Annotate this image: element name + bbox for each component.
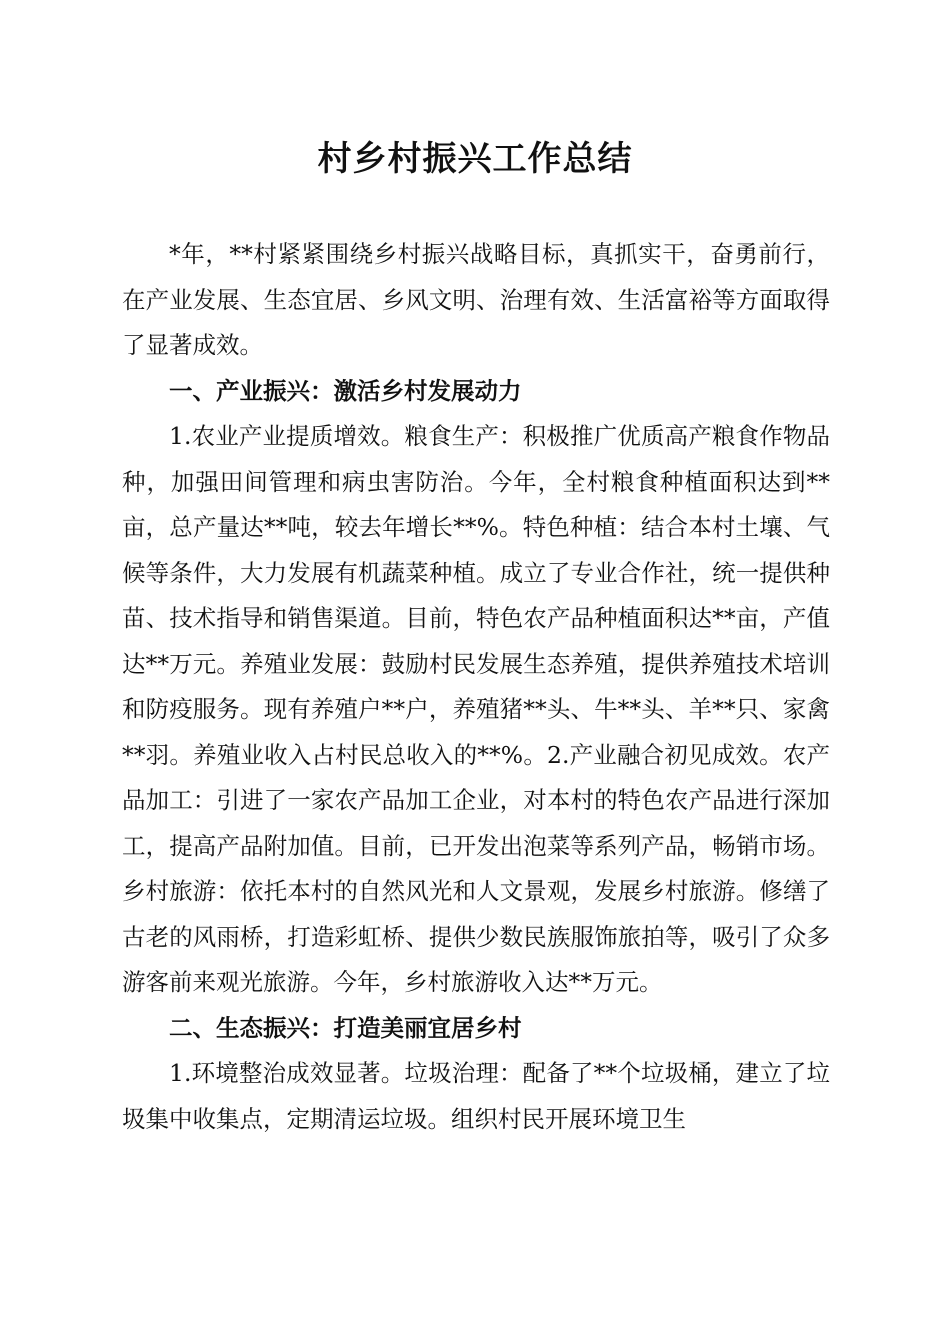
intro-paragraph: *年，**村紧紧围绕乡村振兴战略目标，真抓实干，奋勇前行，在产业发展、生态宜居、乡风文明、治理有效、生活富裕等方面取得了显著成效。 — [122, 240, 830, 359]
section-heading-industry: 一、产业振兴：激活乡村发展动力 — [169, 376, 522, 405]
document-body — [122, 232, 830, 1142]
section-paragraph-ecology: 1.环境整治成效显著。垃圾治理：配备了**个垃圾桶，建立了垃圾集中收集点，定期清运垃圾。组织村民开展环境卫生 — [122, 1059, 830, 1133]
section-heading-ecology: 二、生态振兴：打造美丽宜居乡村 — [169, 1013, 522, 1042]
section-paragraph-industry: 1.农业产业提质增效。粮食生产：积极推广优质高产粮食作物品种，加强田间管理和病虫害防治。今年，全村粮食种植面积达到**亩，总产量达**吨，较去年增长**%。特色种植：结合本村土壤、气候等条件，大力发展有机蔬菜种植。成立了专业合作社，统一提供种苗、技术指导和销售渠道。目前，特色农产品种植面积达**亩，产值达**万元。养殖业发展：鼓励村民发展生态养殖，提供养殖技术培训和防疫服务。现有养殖户**户，养殖猪**头、牛**头、羊**只、家禽**羽。养殖业收入占村民总收入的**%。2.产业融合初见成效。农产品加工：引进了一家农产品加工企业，对本村的特色农产品进行深加工，提高产品附加值。目前，已开发出泡菜等系列产品，畅销市场。乡村旅游：依托本村的自然风光和人文景观，发展乡村旅游。修缮了古老的风雨桥，打造彩虹桥、提供少数民族服饰旅拍等，吸引了众多游客前来观光旅游。今年，乡村旅游收入达**万元。 — [122, 422, 830, 996]
document-title: 村乡村振兴工作总结 — [317, 139, 633, 179]
